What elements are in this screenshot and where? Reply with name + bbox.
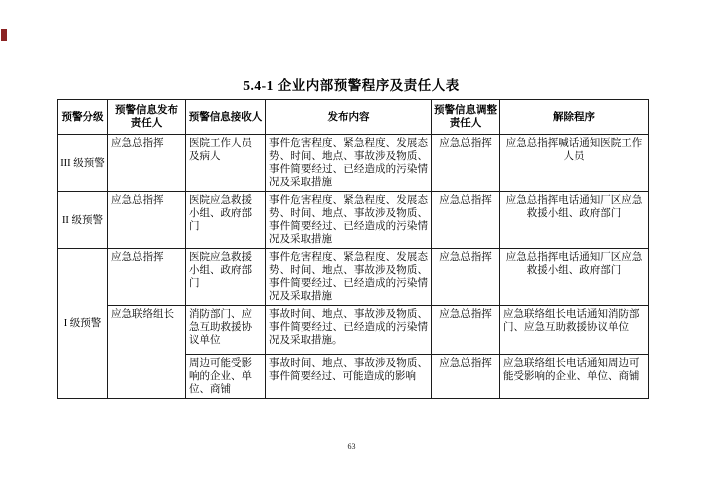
cell-content: 事件危害程度、紧急程度、发展态势、时间、地点、事故涉及物质、事件简要经过、已经造成的污染情况及采取措施 bbox=[266, 135, 432, 192]
col-header-release-procedure: 解除程序 bbox=[500, 100, 649, 135]
cell-receiver: 周边可能受影响的企业、单位、商铺 bbox=[186, 355, 266, 399]
cell-release-procedure: 应急总指挥喊话通知医院工作人员 bbox=[500, 135, 649, 192]
cell-receiver: 消防部门、应急互助救援协议单位 bbox=[186, 306, 266, 355]
cell-content: 事件危害程度、紧急程度、发展态势、时间、地点、事故涉及物质、事件简要经过、已经造成的污染情况及采取措施 bbox=[266, 249, 432, 306]
cell-release-procedure: 应急总指挥电话通知厂区应急救援小组、政府部门 bbox=[500, 249, 649, 306]
cell-publisher: 应急总指挥 bbox=[108, 249, 186, 306]
warning-procedure-table bbox=[57, 99, 649, 399]
table-row bbox=[58, 249, 649, 306]
col-header-receiver: 预警信息接收人 bbox=[186, 100, 266, 135]
cell-adjuster: 应急总指挥 bbox=[432, 306, 500, 355]
cell-adjuster: 应急总指挥 bbox=[432, 135, 500, 192]
col-header-content: 发布内容 bbox=[266, 100, 432, 135]
cell-receiver: 医院工作人员及病人 bbox=[186, 135, 266, 192]
table-row bbox=[58, 135, 649, 192]
cell-release-procedure: 应急总指挥电话通知厂区应急救援小组、政府部门 bbox=[500, 192, 649, 249]
cell-release-procedure: 应急联络组长电话通知消防部门、应急互助救援协议单位 bbox=[500, 306, 649, 355]
cell-release-procedure: 应急联络组长电话通知周边可能受影响的企业、单位、商铺 bbox=[500, 355, 649, 399]
cell-adjuster: 应急总指挥 bbox=[432, 355, 500, 399]
page-number: 63 bbox=[347, 442, 356, 451]
col-header-warning-level: 预警分级 bbox=[58, 100, 108, 135]
cell-publisher: 应急总指挥 bbox=[108, 192, 186, 249]
cell-content: 事故时间、地点、事故涉及物质、事件简要经过、已经造成的污染情况及采取措施。 bbox=[266, 306, 432, 355]
col-header-publisher: 预警信息发布责任人 bbox=[108, 100, 186, 135]
cell-publisher: 应急总指挥 bbox=[108, 135, 186, 192]
cell-adjuster: 应急总指挥 bbox=[432, 249, 500, 306]
table-title: 5.4-1 企业内部预警程序及责任人表 bbox=[243, 78, 460, 93]
header-row bbox=[58, 100, 649, 135]
table-row bbox=[58, 192, 649, 249]
cell-receiver: 医院应急救援小组、政府部门 bbox=[186, 249, 266, 306]
cell-warning-level: I 级预警 bbox=[58, 249, 108, 399]
cell-warning-level: II 级预警 bbox=[58, 192, 108, 249]
left-edge-red-mark bbox=[1, 29, 7, 41]
cell-content: 事件危害程度、紧急程度、发展态势、时间、地点、事故涉及物质、事件简要经过、已经造成的污染情况及采取措施 bbox=[266, 192, 432, 249]
cell-adjuster: 应急总指挥 bbox=[432, 192, 500, 249]
table-row bbox=[58, 306, 649, 355]
cell-warning-level: III 级预警 bbox=[58, 135, 108, 192]
cell-publisher: 应急联络组长 bbox=[108, 306, 186, 399]
cell-receiver: 医院应急救援小组、政府部门 bbox=[186, 192, 266, 249]
cell-content: 事故时间、地点、事故涉及物质、事件简要经过、可能造成的影响 bbox=[266, 355, 432, 399]
col-header-adjuster: 预警信息调整责任人 bbox=[432, 100, 500, 135]
